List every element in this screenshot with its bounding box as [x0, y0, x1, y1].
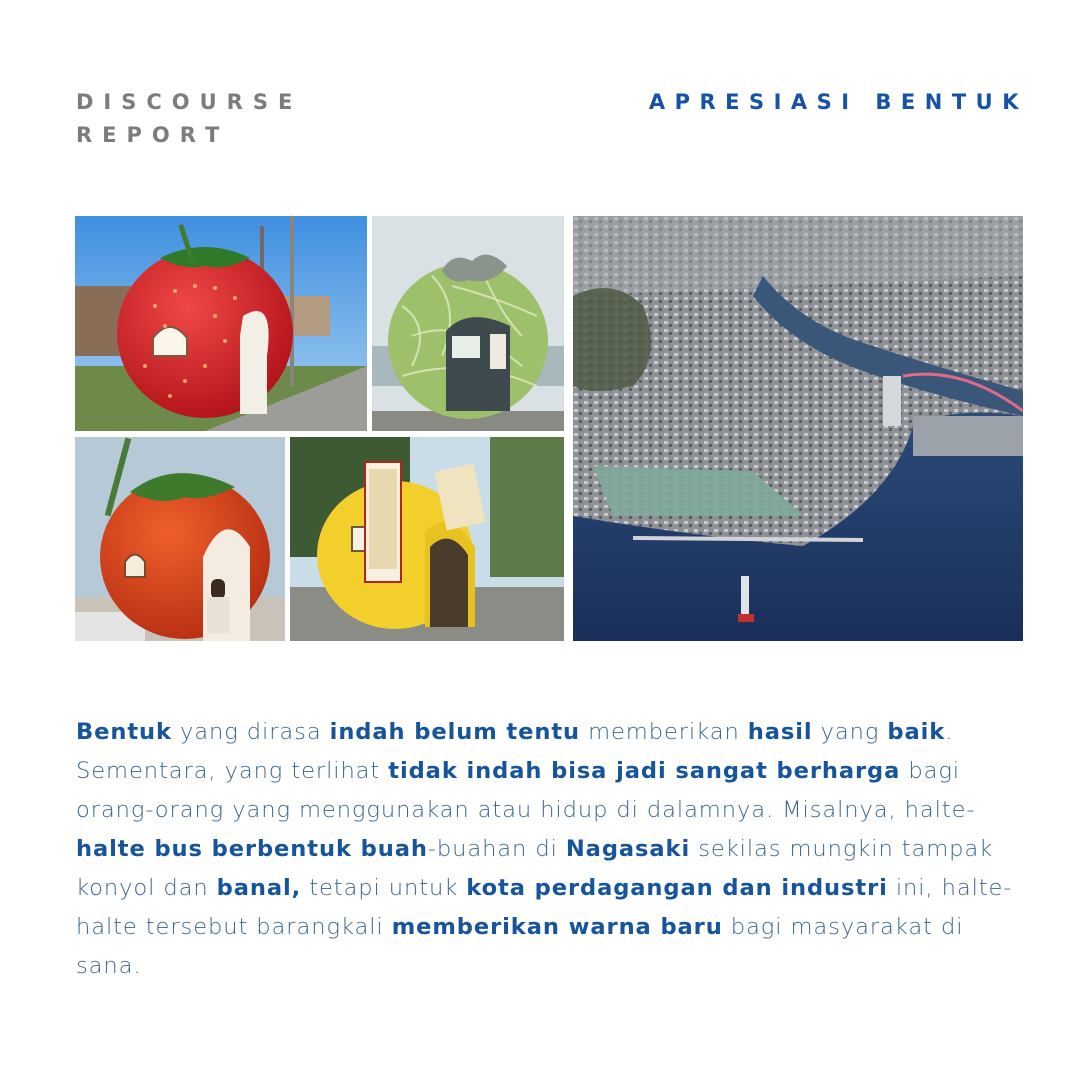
body-text-segment: memberikan [580, 719, 748, 745]
emph-text: kota perdagangan dan industri [466, 875, 888, 901]
aerial-city-photo [573, 216, 1023, 641]
tomato-bus-stop-photo [75, 437, 285, 641]
body-text-segment: -buahan di [427, 836, 566, 862]
body-text-segment: bagi orang-orang yang menggunakan atau hidup di dalamnya. Misalnya, halte- [76, 758, 976, 823]
body-text-segment: . Sementara, yang terlihat [76, 719, 954, 784]
body-text-segment: bagi masyarakat di sana. [76, 914, 964, 979]
emph-text: indah belum tentu [329, 719, 580, 745]
body-text-segment: tetapi untuk [301, 875, 467, 901]
emph-text: tidak indah bisa jadi sangat berharga [388, 758, 901, 784]
emph-text: Bentuk [76, 719, 172, 745]
body-text-segment: ini, halte-halte tersebut barangkali [76, 875, 1013, 940]
report-title-line1: DISCOURSE [76, 90, 303, 114]
emph-text: Nagasaki [565, 836, 691, 862]
strawberry-bus-stop-photo [75, 216, 367, 431]
body-paragraph [76, 713, 1036, 986]
report-title-line2: REPORT [76, 123, 230, 147]
emph-text: memberikan warna baru [391, 914, 723, 940]
melon-bus-stop-photo [372, 216, 564, 431]
emph-text: baik [887, 719, 946, 745]
lemon-bus-stop-photo [290, 437, 564, 641]
aerial-harbor-city-icon [573, 216, 1023, 641]
emph-text: halte bus berbentuk buah [76, 836, 428, 862]
body-text-segment: yang dirasa [171, 719, 330, 745]
strawberry-bus-stop-icon [75, 216, 367, 431]
section-title: APRESIASI BENTUK [648, 90, 1028, 114]
tomato-bus-stop-icon [75, 437, 285, 641]
report-title [76, 86, 302, 152]
body-text-segment: sekilas mungkin tampak konyol dan [76, 836, 994, 901]
melon-bus-stop-icon [372, 216, 564, 431]
body-text-segment: yang [812, 719, 888, 745]
emph-text: banal, [216, 875, 302, 901]
lemon-bus-stop-icon [290, 437, 564, 641]
emph-text: hasil [747, 719, 813, 745]
